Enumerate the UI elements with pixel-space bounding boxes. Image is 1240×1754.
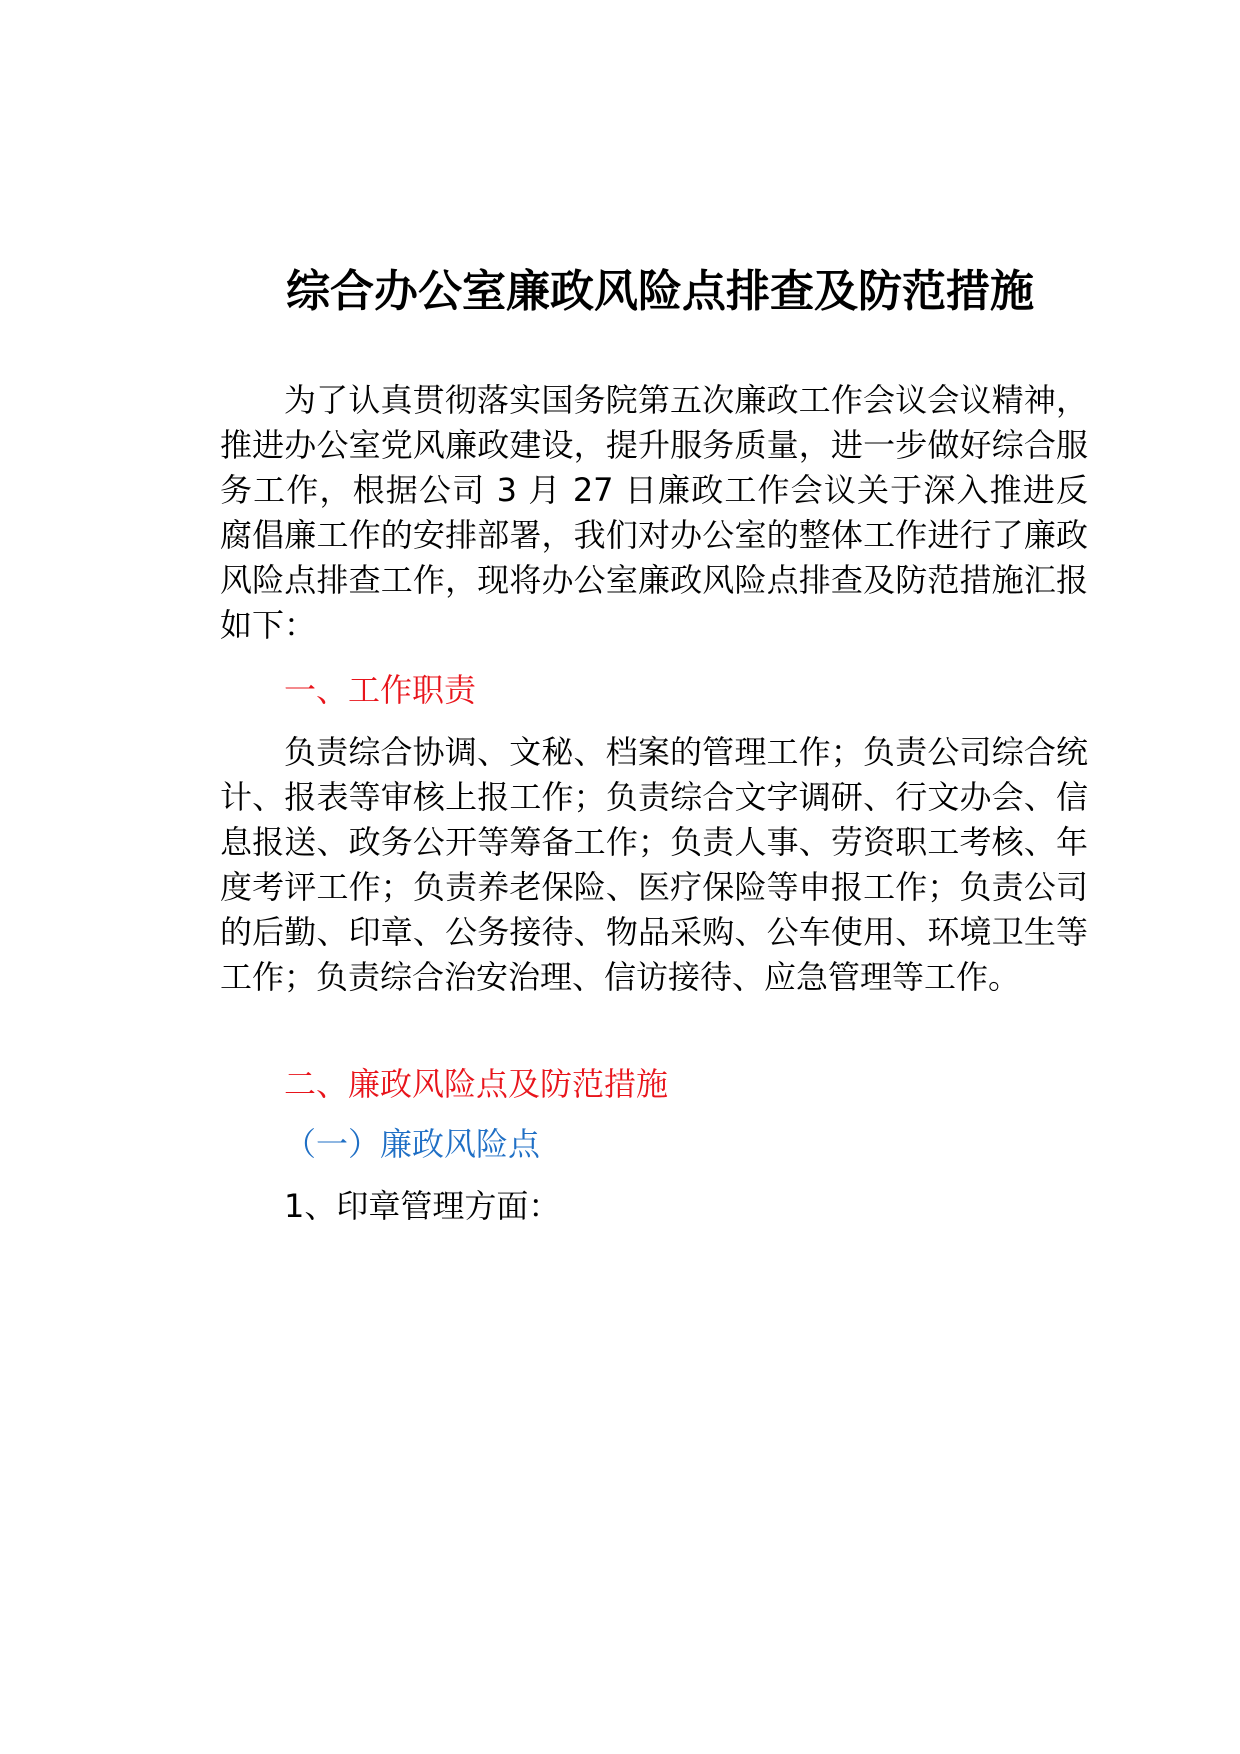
duties-paragraph: 负责综合协调、文秘、档案的管理工作；负责公司综合统计、报表等审核上报工作；负责综合文字调研、行文办会、信息报送、政务公开等筹备工作；负责人事、劳资职工考核、年度考评工作；负责养老保险、医疗保险等申报工作；负责公司的后勤、印章、公务接待、物品采购、公车使用、环境卫生等工作；负责综合治安治理、信访接待、应急管理等工作。 (220, 733, 1088, 996)
document-title: 综合办公室廉政风险点排查及防范措施 (286, 266, 1034, 317)
section-heading-risks: 二、廉政风险点及防范措施 (284, 1065, 669, 1103)
intro-paragraph: 为了认真贯彻落实国务院第五次廉政工作会议会议精神，推进办公室党风廉政建设，提升服务质量，进一步做好综合服务工作，根据公司 3 月 27 日廉政工作会议关于深入推进反腐倡廉工作的安排部署，我们对办公室的整体工作进行了廉政风险点排查工作，现将办公室廉政风险点排查及防范措施汇报如下： (220, 381, 1088, 644)
subsection-heading-risk-points: （一）廉政风险点 (284, 1125, 541, 1163)
list-item-seal-management: 1、印章管理方面： (284, 1187, 561, 1225)
section-heading-duties: 一、工作职责 (284, 671, 477, 709)
